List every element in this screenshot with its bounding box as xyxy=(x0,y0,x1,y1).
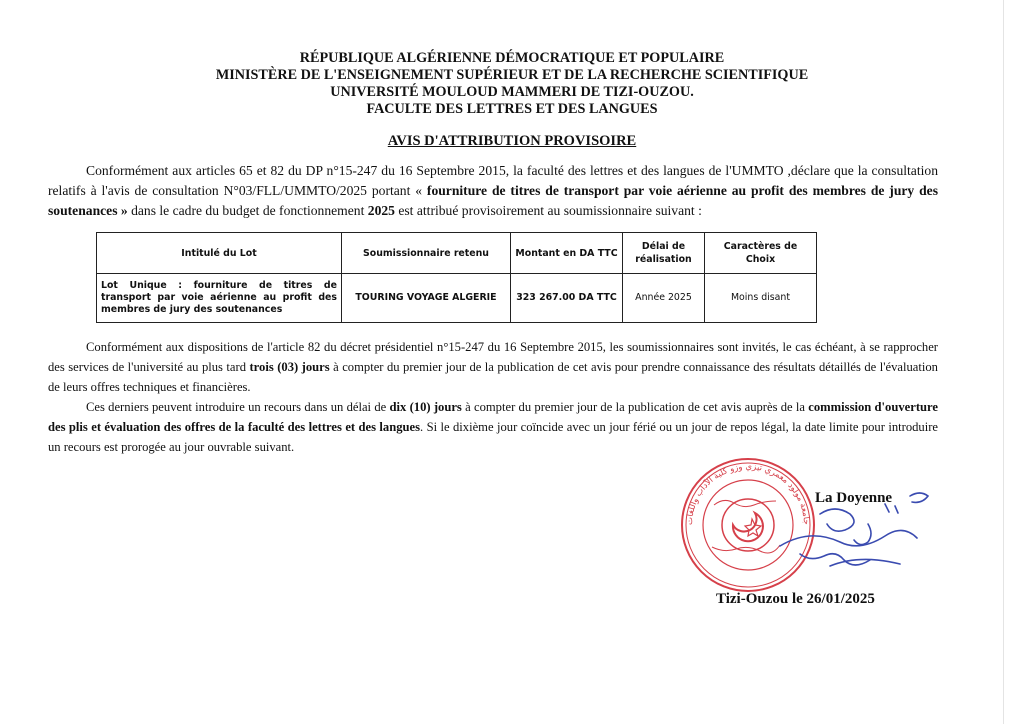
cell-lot: Lot Unique : fourniture de titres de transport par voie aérienne au profit des membres de jury des soutenances xyxy=(97,274,342,323)
header-montant: Montant en DA TTC xyxy=(511,233,623,274)
header-line-3: UNIVERSITÉ MOULOUD MAMMERI DE TIZI-OUZOU. xyxy=(330,84,694,100)
header-intitule: Intitulé du Lot xyxy=(97,233,342,274)
signature-date: Tizi-Ouzou le 26/01/2025 xyxy=(716,591,875,607)
document-title: AVIS D'ATTRIBUTION PROVISOIRE xyxy=(387,133,637,149)
paragraph-1: Conformément aux articles 65 et 82 du DP n°15-247 du 16 Septembre 2015, la faculté des lettres et des langues de l'UMMTO ,déclare que la consultation relatifs à l'avis de consultation N°03/FLL/UMMTO/2025 portant « fourniture de titres de transport par voie aérienne au profit des membres de jury des soutenances » dans le cadre du budget de fonctionnement 2025 est attribué provisoirement au soumissionnaire suivant : xyxy=(48,163,938,218)
paragraph-2: Conformément aux dispositions de l'article 82 du décret présidentiel n°15-247 du 16 Septembre 2015, les soumissionnaires sont invités, le cas échéant, à se rapprocher des services de l'université au plus tard trois (03) jours à compter du premier jour de la publication de cet avis pour prendre connaissance des résultats détaillés de l'évaluation de leurs offres techniques et financières. xyxy=(48,340,938,394)
table-row xyxy=(97,274,817,323)
cell-montant: 323 267.00 DA TTC xyxy=(511,274,623,323)
header-soumissionnaire: Soumissionnaire retenu xyxy=(342,233,511,274)
stamp-text: جامعة مولود معمري تيزي وزو كلية الآداب واللغات xyxy=(684,461,812,526)
header-line-1: RÉPUBLIQUE ALGÉRIENNE DÉMOCRATIQUE ET POPULAIRE xyxy=(299,50,725,66)
signatory-title: La Doyenne xyxy=(815,490,893,506)
paragraph-3: Ces derniers peuvent introduire un recours dans un délai de dix (10) jours à compter du premier jour de la publication de cet avis auprès de la commission d'ouverture des plis et évaluation des offres de la faculté des lettres et des langues. Si le dixième jour coïncide avec un jour férié ou un jour de repos légal, la date limite pour introduire un recours est prorogée au jour ouvrable suivant. xyxy=(48,400,938,454)
header-delai: Délai de réalisation xyxy=(623,233,705,274)
header-choix: Caractères de Choix xyxy=(705,233,817,274)
letterhead xyxy=(0,50,1024,118)
header-line-4: FACULTE DES LETTRES ET DES LANGUES xyxy=(366,101,658,117)
cell-soumissionnaire: TOURING VOYAGE ALGERIE xyxy=(342,274,511,323)
table-header-row xyxy=(97,233,817,274)
header-line-2: MINISTÈRE DE L'ENSEIGNEMENT SUPÉRIEUR ET DE LA RECHERCHE SCIENTIFIQUE xyxy=(215,67,809,83)
cell-choix: Moins disant xyxy=(705,274,817,323)
attribution-table xyxy=(96,232,817,323)
cell-delai: Année 2025 xyxy=(623,274,705,323)
